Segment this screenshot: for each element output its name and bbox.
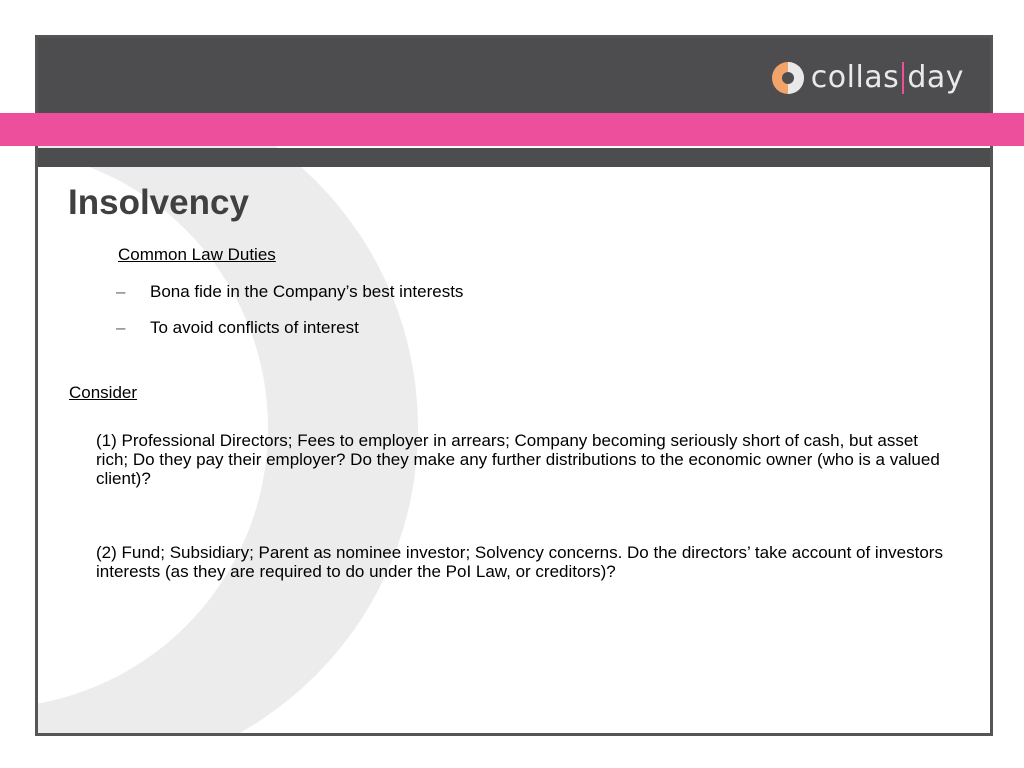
scenario-paragraph: (2) Fund; Subsidiary; Parent as nominee investor; Solvency concerns. Do the directors’ take account of investors interests (as they are required to do under the PoI Law, or creditors)? [96, 543, 943, 581]
list-item [116, 282, 463, 302]
header-accent-bar [0, 113, 1024, 146]
list-item [116, 318, 359, 338]
company-logo [771, 60, 964, 95]
dash-icon: – [116, 318, 126, 337]
list-item-text: Bona fide in the Company’s best interests [150, 282, 464, 301]
scenario-paragraph: (1) Professional Directors; Fees to employer in arrears; Company becoming seriously short of cash, but asset rich; Do they pay their employer? Do they make any further distributions to the economic owner (who is a valued client)? [96, 431, 940, 488]
logo-mark-icon [771, 61, 805, 95]
section-subheading: Common Law Duties [118, 245, 276, 264]
consider-heading: Consider [69, 383, 138, 402]
logo-text-primary: collas [810, 60, 900, 95]
logo-text-secondary: day [907, 60, 964, 95]
slide-title: Insolvency [68, 183, 249, 222]
list-item-text: To avoid conflicts of interest [150, 318, 359, 337]
logo-separator [902, 62, 904, 94]
dash-icon: – [116, 282, 126, 301]
